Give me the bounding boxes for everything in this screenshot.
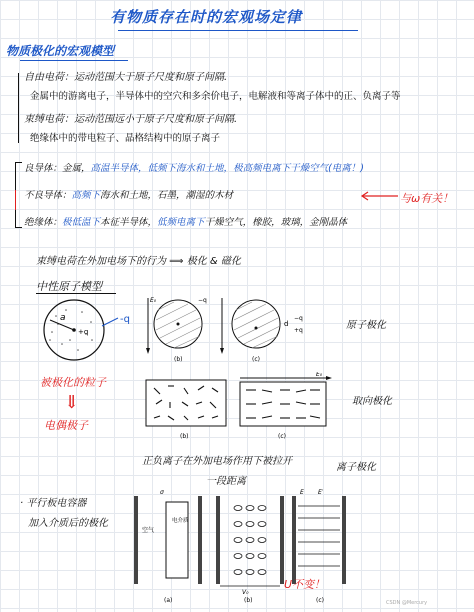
radius-label: a [60, 313, 66, 323]
polarized-particle-label: 被极化的粒子 [40, 376, 106, 389]
neutral-atom-heading: 中性原子模型 [36, 280, 102, 293]
fig-cap-sigma: σ [160, 489, 164, 496]
classification-bracket [15, 162, 22, 228]
capacitor-heading-line2: 加入介质后的极化 [28, 518, 108, 529]
fig-c-caption: (c) [252, 356, 260, 363]
free-bound-bracket [18, 73, 19, 143]
u-unchanged-note: U不变！ [284, 578, 326, 591]
nucleus-charge-label: +q [78, 328, 89, 336]
poor-conductor-rest: 海水和土地，石墨，潮湿的木材 [100, 190, 234, 201]
fig-cap-c-caption: (c) [316, 597, 324, 604]
fig-cap-e-prime: E′ [318, 489, 324, 496]
fig-b-e0: E₀ [150, 297, 157, 304]
fig-cap-b-caption: (b) [244, 597, 253, 604]
neutral-atom-sketch [36, 296, 136, 368]
watermark: CSDN @Mercury [386, 600, 428, 606]
insulator-line [24, 214, 347, 228]
fig-c-plus-q: +q [294, 327, 303, 334]
fig-cap-v0: V₀ [242, 589, 249, 596]
ionic-polarization-label: 离子极化 [336, 462, 376, 473]
poor-conductor-line [24, 187, 233, 201]
orientation-polarization-figure [140, 372, 340, 442]
section-heading-polarization-model: 物质极化的宏观模型 [6, 44, 115, 58]
atomic-polarization-figure [144, 292, 334, 364]
fig-b-minus-q: −q [198, 297, 207, 304]
fig-orient-b-caption: (b) [180, 433, 189, 440]
title-underline [118, 30, 358, 31]
fig-orient-e0: E₀ [316, 372, 323, 378]
insulator-label: 绝缘体： [24, 217, 63, 228]
fig-cap-a-caption: (a) [164, 597, 173, 604]
conductor-red1: 高温半导体， [90, 163, 148, 174]
atomic-polarization-label: 原子极化 [346, 320, 386, 331]
page-title: 有物质存在时的宏观场定律 [110, 8, 303, 26]
poor-conductor-label: 不良导体： [24, 190, 72, 201]
conductor-metal: 金属， [62, 163, 91, 174]
dipole-label: 电偶极子 [44, 419, 88, 432]
conductor-label: 良导体： [24, 163, 63, 174]
fig-c-atom [232, 300, 280, 348]
cloud-charge-pointer [102, 318, 118, 326]
omega-note-arrow [360, 190, 402, 204]
down-arrow: ⇓ [64, 392, 80, 413]
fig-orient-c-caption: (c) [278, 433, 286, 440]
conductor-red2: 极高频电离下干燥空气(电离！) [233, 163, 364, 174]
insulator-mid2: 干燥空气，橡胶，玻璃，金刚晶体 [204, 217, 348, 228]
insulator-blue1: 极低温下 [62, 217, 101, 228]
conductor-blue1: 低频下海水和土地， [147, 163, 234, 174]
section-heading-underline [20, 60, 128, 61]
insulator-blue2: 低频电离下 [157, 217, 205, 228]
orientation-polarization-label: 取向极化 [352, 396, 392, 407]
fig-c-d: d [284, 320, 289, 328]
bound-charge-examples: 绝缘体中的带电粒子、晶格结构中的原子离子 [30, 134, 221, 144]
red-bracket-mark [15, 190, 16, 210]
fig-cap-e: E [300, 489, 304, 496]
omega-note: 与ω有关！ [400, 192, 454, 205]
free-charge-examples: 金属中的游离电子，半导体中的空穴和多余价电子，电解液和等离子体中的正、负离子等 [30, 92, 401, 102]
insulator-mid1: 本征半导体， [100, 217, 158, 228]
free-charge-text: 自由电荷：运动范围大于原子尺度和原子间隔. [24, 72, 228, 83]
cloud-charge-label: -q [120, 314, 130, 325]
fig-cap-air: 空气 [142, 527, 155, 534]
fig-cap-dielectric-label: 电介质 [172, 518, 189, 524]
fig-c-minus-q: −q [294, 315, 303, 322]
fig-b-caption: (b) [174, 356, 183, 363]
neutral-atom-underline [36, 293, 116, 294]
fig-cap-dielectric-slab [166, 502, 188, 578]
ionic-text-line2: 一段距离 [206, 476, 246, 487]
poor-conductor-blue: 高频下 [71, 190, 101, 201]
bound-charge-behavior: 束缚电荷在外加电场下的行为 ⟹ 极化 & 磁化 [36, 256, 241, 267]
capacitor-heading-line1: · 平行板电容器 [20, 498, 87, 509]
ionic-text-line1: 正负离子在外加电场作用下被拉开 [142, 456, 292, 467]
conductor-line [24, 160, 364, 174]
bound-charge-text: 束缚电荷：运动范围远小于原子尺度和原子间隔. [24, 114, 238, 125]
